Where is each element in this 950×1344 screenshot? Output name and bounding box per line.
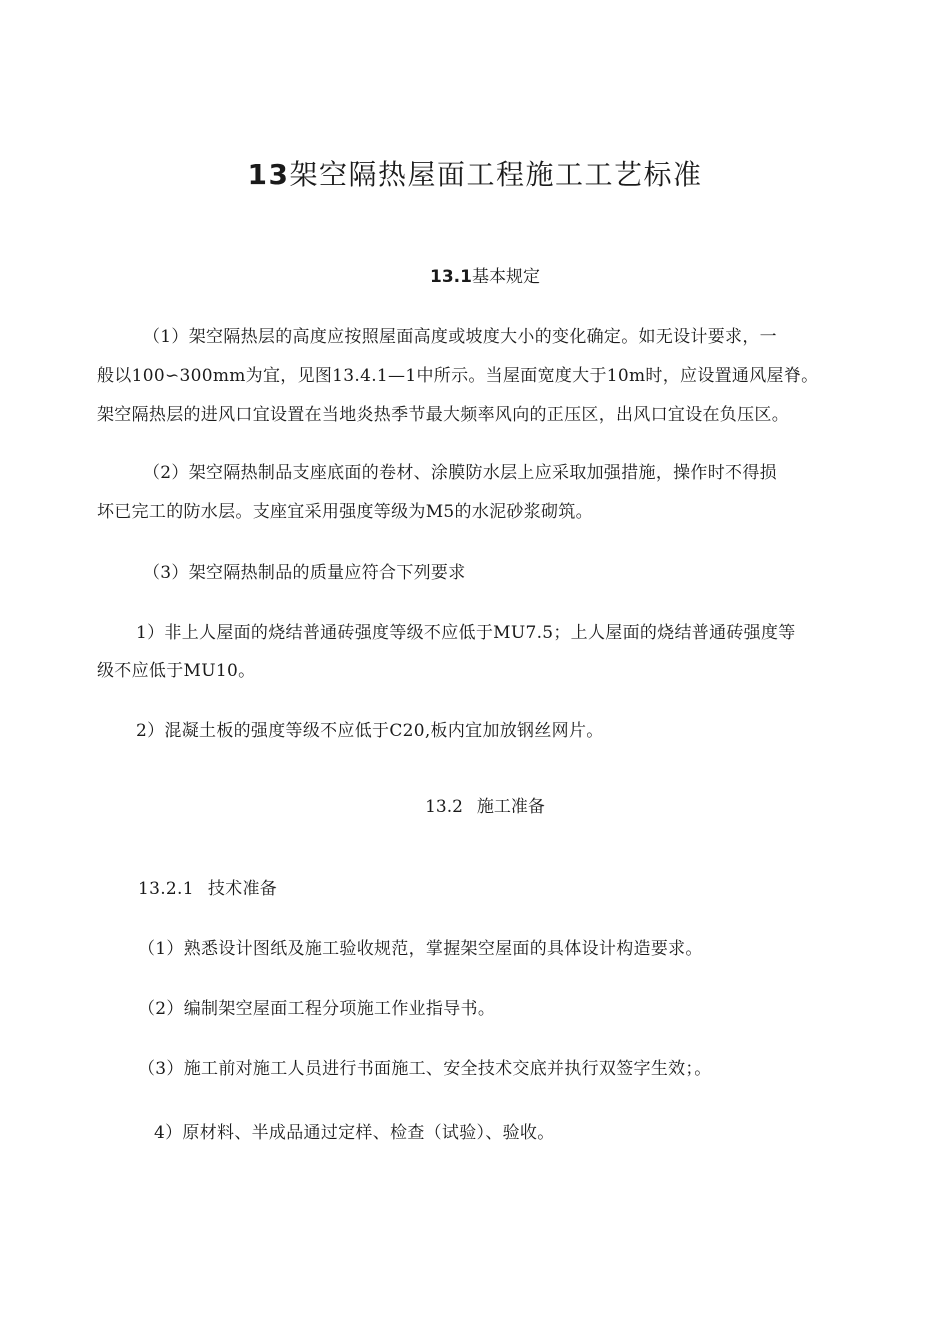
section-number: 13.1 <box>430 267 472 287</box>
paragraph-line: 架空隔热层的进风口宜设置在当地炎热季节最大频率风向的正压区，出风口宜设在负压区。 <box>97 405 789 425</box>
section-heading-13-1 <box>0 265 950 289</box>
paragraph-line: （3）架空隔热制品的质量应符合下列要求 <box>143 563 466 583</box>
title-number: 13 <box>247 158 290 191</box>
list-item: 4）原材料、半成品通过定样、检查（试验）、验收。 <box>154 1123 555 1143</box>
paragraph-line: 1）非上人屋面的烧结普通砖强度等级不应低于MU7.5；上人屋面的烧结普通砖强度等 <box>136 623 796 643</box>
title-text: 架空隔热屋面工程施工工艺标准 <box>289 158 703 191</box>
list-item: （2）编制架空屋面工程分项施工作业指导书。 <box>138 999 496 1019</box>
paragraph-line: 坏已完工的防水层。支座宜采用强度等级为M5的水泥砂浆砌筑。 <box>97 502 593 522</box>
section-title: 施工准备 <box>476 797 545 817</box>
subsection-heading-13-2-1 <box>138 877 277 901</box>
paragraph-line: （2）架空隔热制品支座底面的卷材、涂膜防水层上应采取加强措施，操作时不得损 <box>143 463 777 483</box>
paragraph-line: 级不应低于MU10。 <box>97 661 256 681</box>
list-item: （3）施工前对施工人员进行书面施工、安全技术交底并执行双签字生效；。 <box>138 1059 712 1079</box>
section-number: 13.2 <box>425 797 463 817</box>
section-heading-13-2 <box>0 795 950 819</box>
list-item: （1）熟悉设计图纸及施工验收规范，掌握架空屋面的具体设计构造要求。 <box>138 939 703 959</box>
paragraph-line: （1）架空隔热层的高度应按照屋面高度或坡度大小的变化确定。如无设计要求，一 <box>143 327 777 347</box>
page-title <box>0 155 950 195</box>
section-title: 基本规定 <box>471 267 540 287</box>
paragraph-line: 2）混凝土板的强度等级不应低于C20,板内宜加放钢丝网片。 <box>136 721 604 741</box>
paragraph-line: 般以100∽300mm为宜，见图13.4.1—1中所示。当屋面宽度大于10m时，应设置通风屋脊。 <box>97 366 819 386</box>
subsection-title: 技术准备 <box>207 879 278 899</box>
subsection-number: 13.2.1 <box>138 879 194 899</box>
